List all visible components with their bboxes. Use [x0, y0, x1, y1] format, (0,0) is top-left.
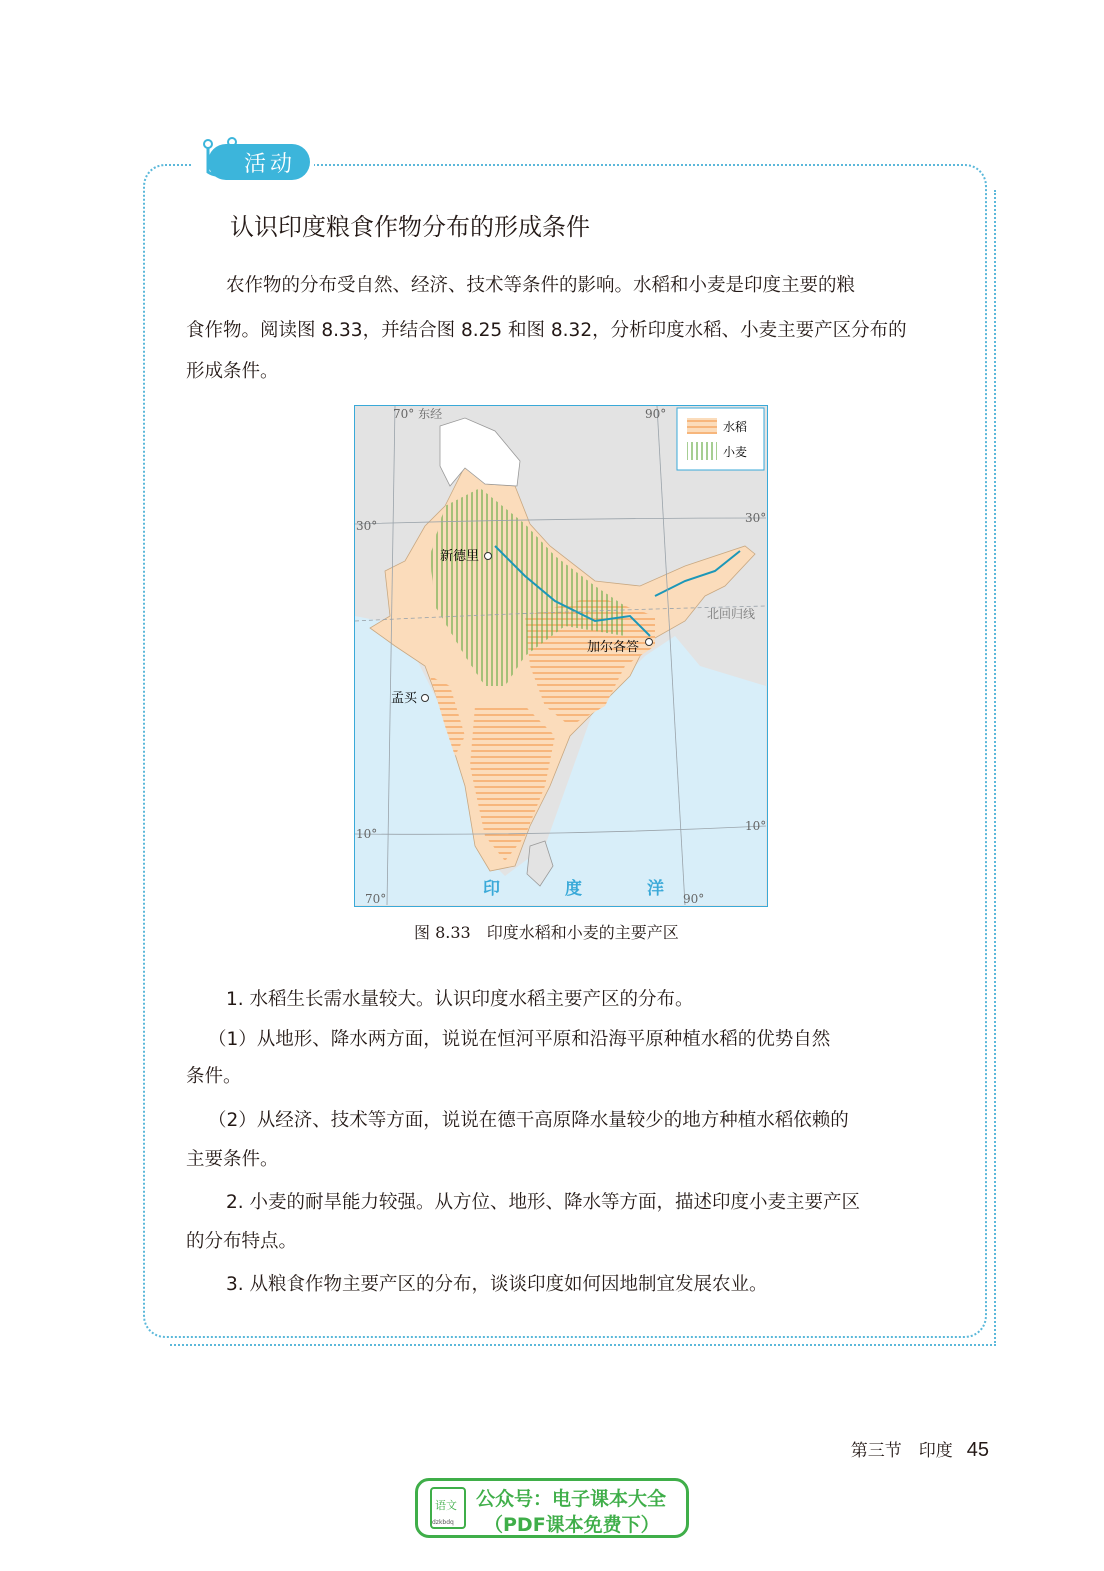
kolkata-marker — [646, 639, 653, 646]
ocean-char-2: 度 — [565, 879, 582, 899]
question-1-2-cont: 主要条件。 — [186, 1149, 279, 1170]
question-1-1-cont: 条件。 — [186, 1066, 242, 1087]
question-2: 2. 小麦的耐旱能力较强。从方位、地形、降水等方面，描述印度小麦主要产区 — [226, 1192, 861, 1213]
activity-badge — [192, 132, 314, 184]
lat-10-right: 10° — [745, 819, 766, 833]
page-footer — [851, 1436, 989, 1462]
legend-rice-label: 水稻 — [723, 420, 748, 434]
question-1-1: （1）从地形、降水两方面，说说在恒河平原和沿海平原种植水稻的优势自然 — [208, 1029, 831, 1050]
activity-frame-shadow-right — [994, 190, 996, 1346]
tropic-label: 北回归线 — [707, 607, 756, 621]
lon-70-bottom: 70° — [365, 892, 387, 905]
lat-30-left: 30° — [356, 519, 378, 533]
section-label: 第三节 印度 — [850, 1441, 953, 1461]
intro-line-2: 食作物。阅读图 8.33，并结合图 8.25 和图 8.32，分析印度水稻、小麦主要产区分布的 — [186, 320, 907, 341]
mumbai-label: 孟买 — [391, 691, 418, 706]
watermark-stamp — [415, 1478, 689, 1538]
question-3: 3. 从粮食作物主要产区的分布，谈谈印度如何因地制宜发展农业。 — [226, 1274, 768, 1295]
legend-wheat-label: 小麦 — [723, 445, 748, 459]
activity-label: 活动 — [244, 152, 297, 177]
intro-line-3: 形成条件。 — [186, 361, 279, 382]
kolkata-label: 加尔各答 — [587, 640, 640, 655]
delhi-label: 新德里 — [440, 549, 480, 564]
book-icon-label: 语文 — [435, 1499, 457, 1512]
stamp-line-2: （PDF课本免费下） — [484, 1514, 660, 1536]
parallel-30 — [355, 518, 766, 524]
legend-box — [677, 408, 764, 470]
lon-90-bottom: 90° — [683, 892, 705, 905]
legend-rice-swatch — [687, 418, 717, 434]
map-svg — [355, 406, 766, 905]
india-crop-map — [354, 405, 768, 907]
mumbai-marker — [422, 695, 429, 702]
lon-70-top: 70° 东经 — [393, 407, 443, 421]
legend-wheat-swatch — [687, 442, 717, 460]
question-2-cont: 的分布特点。 — [186, 1231, 298, 1252]
book-icon — [430, 1487, 466, 1529]
delhi-marker — [485, 553, 492, 560]
ocean-char-1: 印 — [483, 879, 500, 899]
lat-30-right: 30° — [745, 511, 766, 525]
lat-10-left: 10° — [356, 827, 378, 841]
question-1: 1. 水稻生长需水量较大。认识印度水稻主要产区的分布。 — [226, 989, 694, 1010]
intro-line-1: 农作物的分布受自然、经济、技术等条件的影响。水稻和小麦是印度主要的粮 — [226, 275, 856, 296]
figure-caption: 图 8.33 印度水稻和小麦的主要产区 — [414, 923, 679, 942]
kashmir-region — [440, 418, 520, 486]
activity-frame-shadow-bottom — [170, 1344, 996, 1346]
page-number: 45 — [966, 1439, 989, 1461]
activity-title: 认识印度粮食作物分布的形成条件 — [230, 213, 590, 241]
stamp-line-1: 公众号：电子课本大全 — [476, 1488, 667, 1510]
ocean-char-3: 洋 — [647, 879, 664, 899]
book-icon-sub: dzkbdq — [432, 1519, 454, 1526]
lon-90-top: 90° — [645, 407, 667, 421]
question-1-2: （2）从经济、技术等方面，说说在德干高原降水量较少的地方种植水稻依赖的 — [208, 1110, 849, 1131]
